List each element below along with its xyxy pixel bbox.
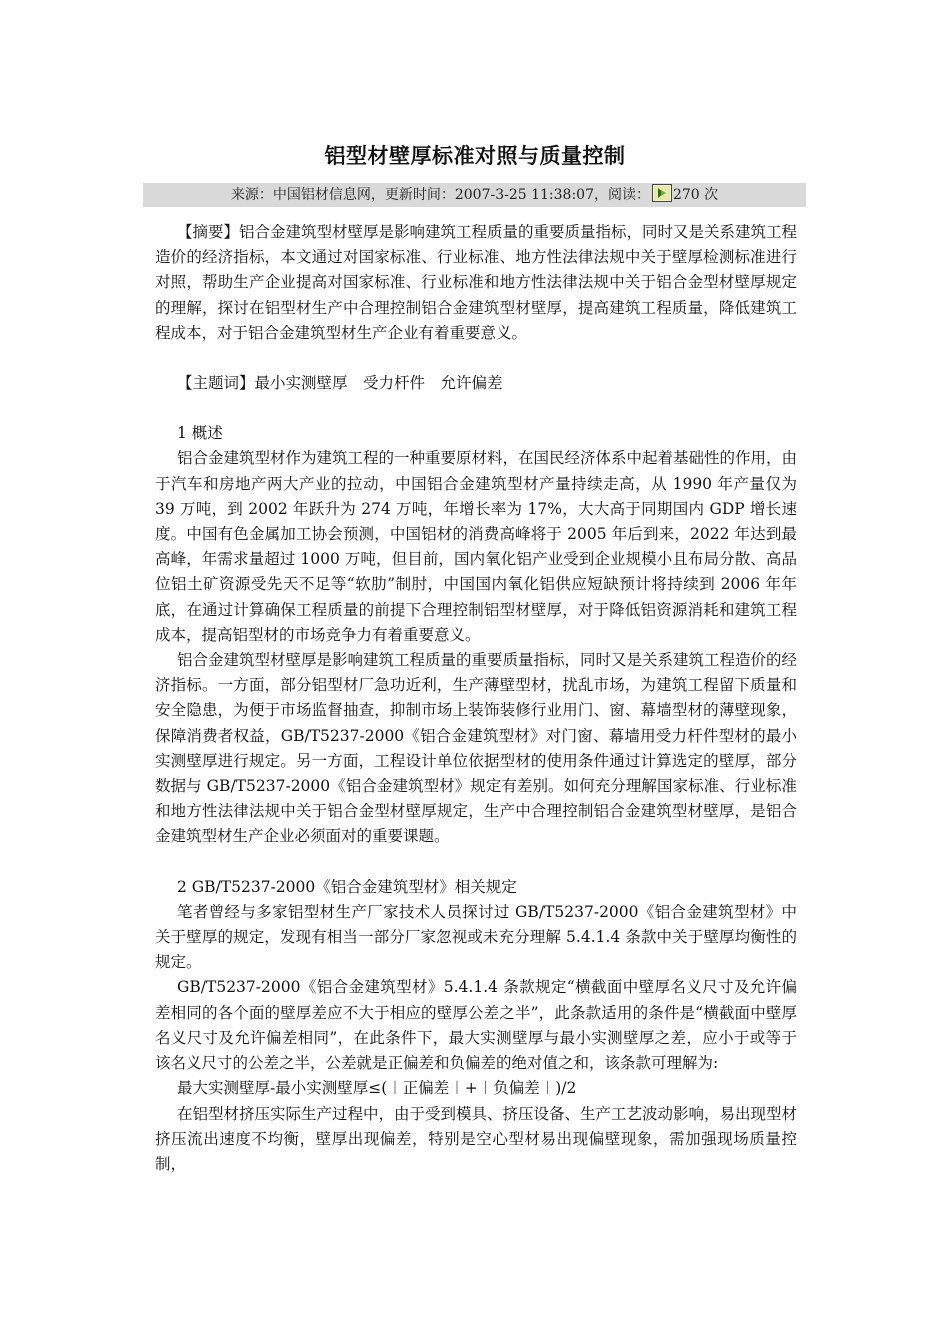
spacer xyxy=(155,346,797,371)
section-1-heading: 1 概述 xyxy=(177,424,223,443)
section-2-paragraph-3: 在铝型材挤压实际生产过程中，由于受到模具、挤压设备、生产工艺波动影响，易出现型材挤压流出速度不均衡，壁厚出现偏差，特别是空心型材易出现偏壁现象，需加强现场质量控制， xyxy=(155,1104,798,1173)
meta-source-and-time: 来源：中国铝材信息网，更新时间：2007-3-25 11:38:07，阅读： xyxy=(230,187,650,203)
article-meta-bar xyxy=(143,183,806,207)
section-2-formula: 最大实测壁厚-最小实测壁厚≤(︱正偏差︱+︱负偏差︱)/2 xyxy=(177,1079,577,1098)
spacer xyxy=(155,396,797,421)
article-title: 铝型材壁厚标准对照与质量控制 xyxy=(324,144,626,168)
meta-read-count: 270 次 xyxy=(672,187,719,203)
section-2-heading: 2 GB/T5237-2000《铝合金建筑型材》相关规定 xyxy=(177,877,517,896)
read-count-icon xyxy=(652,184,672,202)
abstract-paragraph: 【摘要】铝合金建筑型材壁厚是影响建筑工程质量的重要质量指标，同时又是关系建筑工程造价的经济指标，本文通过对国家标准、行业标准、地方性法律法规中关于壁厚检测标准进行对照，帮助生产企业提高对国家标准、行业标准和地方性法律法规中关于铝合金型材壁厚规定的理解，探讨在铝型材生产中合理控制铝合金建筑型材壁厚，提高建筑工程质量，降低建筑工程成本，对于铝合金建筑型材生产企业有着重要意义。 xyxy=(155,223,798,342)
spacer xyxy=(155,850,797,875)
keywords-line: 【主题词】最小实测壁厚 受力杆件 允许偏差 xyxy=(177,374,503,393)
article-body xyxy=(155,220,797,1177)
section-2-paragraph-1: 笔者曾经与多家铝型材生产厂家技术人员探讨过 GB/T5237-2000《铝合金建筑型材》中关于壁厚的规定，发现有相当一部分厂家忽视或未充分理解 5.4.1.4 条款中关于壁厚均衡性的规定。 xyxy=(155,902,797,972)
section-2-paragraph-2: GB/T5237-2000《铝合金建筑型材》5.4.1.4 条款规定“横截面中壁厚名义尺寸及允许偏差相同的各个面的壁厚差应不大于相应的壁厚公差之半”，此条款适用的条件是“横截面中壁厚名义尺寸及允许偏差相同”，在此条件下，最大实测壁厚与最小实测壁厚之差，应小于或等于该名义尺寸的公差之半，公差就是正偏差和负偏差的绝对值之和，该条款可理解为: xyxy=(155,978,797,1073)
section-1-paragraph-2: 铝合金建筑型材壁厚是影响建筑工程质量的重要质量指标，同时又是关系建筑工程造价的经济指标。一方面，部分铝型材厂急功近利，生产薄壁型材，扰乱市场，为建筑工程留下质量和安全隐患，为便于市场监督抽查，抑制市场上装饰装修行业用门、窗、幕墙型材的薄壁现象，保障消费者权益，GB/T5237-2000《铝合金建筑型材》对门窗、幕墙用受力杆件型材的最小实测壁厚进行规定。另一方面，工程设计单位依据型材的使用条件通过计算选定的壁厚，部分数据与 GB/T5237-2000《铝合金建筑型材》规定有差别。如何充分理解国家标准、行业标准和地方性法律法规中关于铝合金型材壁厚规定，生产中合理控制铝合金建筑型材壁厚，是铝合金建筑型材生产企业必须面对的重要课题。 xyxy=(155,651,798,846)
section-1-paragraph-1: 铝合金建筑型材作为建筑工程的一种重要原材料，在国民经济体系中起着基础性的作用，由于汽车和房地产两大产业的拉动，中国铝合金建筑型材产量持续走高，从 1990 年产量仅为 39 万吨，到 2002 年跃升为 274 万吨，年增长率为 17%，大大高于同期国内 GDP 增长速度。中国有色金属加工协会预测，中国铝材的消费高峰将于 2005 年后到来，2022 年达到最高峰，年需求量超过 1000 万吨，但目前，国内氧化铝产业受到企业规模小且布局分散、高品位铝土矿资源受先天不足等“软肋”制肘，中国国内氧化铝供应短缺预计将持续到 2006 年年底，在通过计算确保工程质量的前提下合理控制铝型材壁厚，对于降低铝资源消耗和建筑工程成本，提高铝型材的市场竞争力有着重要意义。 xyxy=(155,449,798,644)
